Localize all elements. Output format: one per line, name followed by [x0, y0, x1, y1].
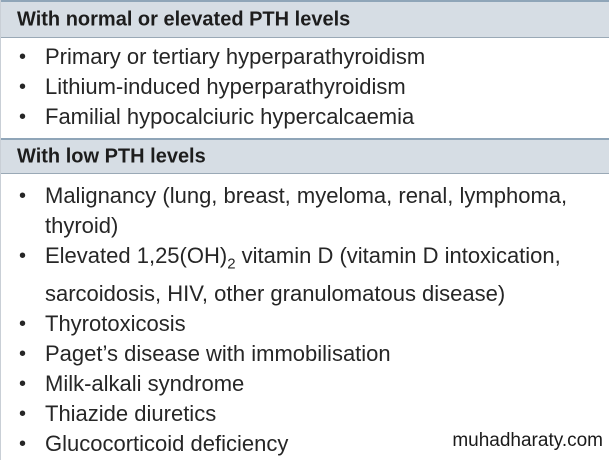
bullet-icon: • [19, 106, 27, 128]
list-item-text: Familial hypocalciuric hypercalcaemia [45, 104, 415, 129]
list-item [1, 241, 609, 309]
list-item-text [45, 243, 561, 306]
list-item-text: Paget’s disease with immobilisation [45, 341, 391, 367]
section-heading: With normal or elevated PTH levels [17, 8, 351, 30]
bullet-icon: • [19, 46, 27, 68]
list-item-text: Thiazide diuretics [45, 401, 217, 427]
list-item [1, 369, 609, 399]
normal-pth-list [1, 42, 609, 132]
vitamin-d-text-after: vitamin D (vitamin D intoxication, sarcoidosis, HIV, other granulomatous disease) [45, 243, 561, 307]
list-item [1, 72, 609, 102]
watermark: muhadharaty.com [452, 430, 603, 451]
list-item-text: Glucocorticoid deficiency [45, 431, 289, 457]
low-pth-list [1, 181, 609, 459]
subscript-2: 2 [227, 255, 236, 273]
list-item [1, 102, 609, 132]
bullet-icon: • [19, 313, 27, 336]
list-item [1, 339, 609, 369]
list-item-text: Lithium-induced hyperparathyroidism [45, 74, 406, 99]
vitamin-d-text-before: Elevated 1,25(OH) [45, 243, 228, 268]
bullet-icon: • [19, 373, 27, 396]
bullet-icon: • [19, 185, 27, 207]
list-item [1, 181, 609, 241]
section-header-normal-pth [1, 0, 609, 38]
list-item-text: Primary or tertiary hyperparathyroidism [45, 44, 426, 69]
list-item-text: Malignancy (lung, breast, myeloma, renal, lymphoma, thyroid) [45, 183, 568, 238]
section-heading: With low PTH levels [17, 145, 206, 167]
bullet-icon: • [19, 76, 27, 98]
list-item-text: Milk-alkali syndrome [45, 371, 245, 397]
list-item [1, 309, 609, 339]
bullet-icon: • [19, 433, 27, 456]
section-header-low-pth [1, 138, 609, 174]
bullet-icon: • [19, 403, 27, 426]
list-item-text: Thyrotoxicosis [45, 311, 186, 337]
list-item [1, 399, 609, 429]
bullet-icon: • [19, 343, 27, 366]
list-item [1, 42, 609, 72]
bullet-icon: • [19, 245, 27, 267]
